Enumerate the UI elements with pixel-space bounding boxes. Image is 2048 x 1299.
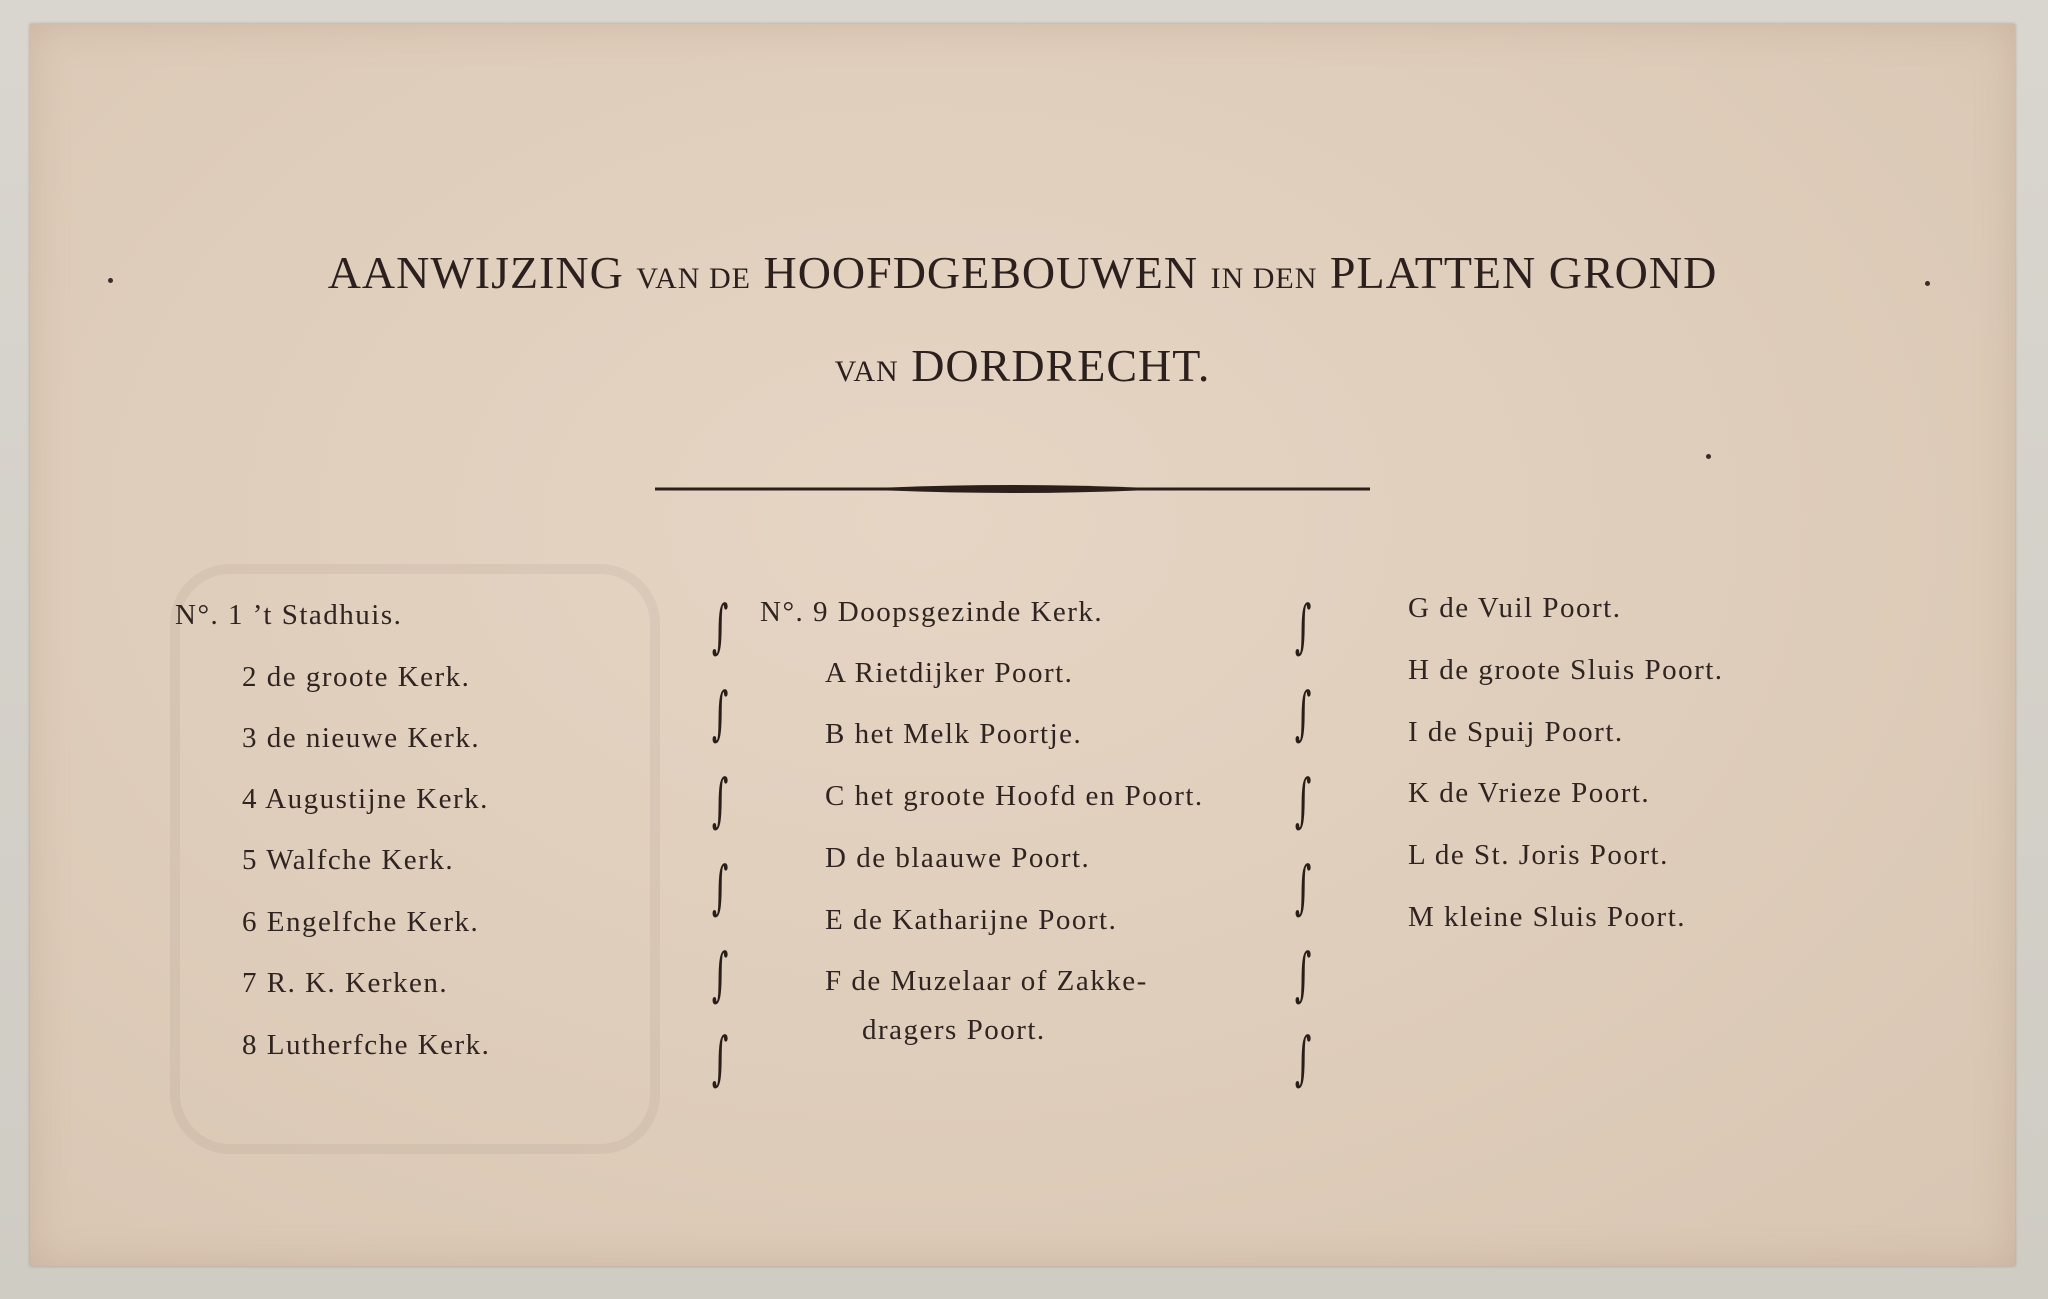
item-number: 9 bbox=[813, 596, 830, 628]
item-text: Doopsgezinde Kerk. bbox=[837, 596, 1104, 628]
brace-ornament: ∫ bbox=[711, 1024, 729, 1092]
item-number: H bbox=[1408, 654, 1431, 686]
number-prefix: N°. bbox=[175, 599, 220, 631]
list-item bbox=[825, 965, 1148, 998]
item-number: G bbox=[1408, 592, 1431, 624]
number-prefix: N°. bbox=[760, 596, 805, 628]
item-text: de St. Joris Poort. bbox=[1434, 839, 1669, 871]
item-number: 5 bbox=[242, 844, 258, 876]
brace-ornament: ∫ bbox=[711, 940, 729, 1008]
item-text: de nieuwe Kerk. bbox=[266, 722, 481, 754]
brace-ornament: ∫ bbox=[1294, 853, 1312, 921]
item-number: 3 bbox=[242, 722, 258, 754]
title-word-van-de: VAN DE bbox=[636, 262, 751, 295]
brace-ornament: ∫ bbox=[1294, 679, 1312, 747]
dot-right bbox=[1925, 281, 1930, 286]
list-item bbox=[175, 599, 402, 632]
title-line-2 bbox=[30, 339, 2015, 392]
item-text: dragers Poort. bbox=[862, 1014, 1046, 1046]
item-number: A bbox=[825, 657, 846, 689]
list-item bbox=[242, 722, 480, 755]
list-item bbox=[1408, 654, 1724, 687]
item-number: 6 bbox=[242, 906, 258, 938]
title-word-in-den: IN DEN bbox=[1210, 262, 1318, 295]
item-number: 1 bbox=[228, 599, 245, 631]
item-text: de groote Sluis Poort. bbox=[1439, 654, 1724, 686]
title-line-1 bbox=[30, 246, 2015, 299]
list-item-continuation bbox=[862, 1014, 1046, 1047]
brace-ornament: ∫ bbox=[1294, 1024, 1312, 1092]
item-text: de blaauwe Poort. bbox=[856, 842, 1091, 874]
list-item bbox=[1408, 901, 1686, 934]
list-item bbox=[825, 842, 1090, 875]
brace-ornament: ∫ bbox=[1294, 766, 1312, 834]
brace-ornament: ∫ bbox=[711, 853, 729, 921]
item-number: M bbox=[1408, 901, 1436, 933]
title-word-platten-grond: PLATTEN GROND bbox=[1329, 247, 1718, 298]
list-item bbox=[1408, 592, 1621, 625]
item-text: de Vrieze Poort. bbox=[1439, 777, 1651, 809]
item-text: het groote Hoofd en Poort. bbox=[854, 780, 1204, 812]
item-number: L bbox=[1408, 839, 1427, 871]
list-item bbox=[242, 661, 470, 694]
title-word-hoofdgebouwen: HOOFDGEBOUWEN bbox=[763, 247, 1199, 298]
list-item bbox=[825, 780, 1204, 813]
dot-middle-right bbox=[1706, 454, 1711, 459]
item-text: de Spuij Poort. bbox=[1427, 716, 1624, 748]
item-text: de groote Kerk. bbox=[266, 661, 471, 693]
item-text: ’t Stadhuis. bbox=[252, 599, 403, 631]
list-item bbox=[825, 718, 1082, 751]
item-text: de Muzelaar of Zakke- bbox=[851, 965, 1148, 997]
item-text: Engelfche Kerk. bbox=[266, 906, 480, 938]
list-item bbox=[242, 1029, 490, 1062]
title-word-van: VAN bbox=[834, 355, 899, 388]
item-number: F bbox=[825, 965, 843, 997]
brace-ornament: ∫ bbox=[711, 766, 729, 834]
brace-ornament: ∫ bbox=[1294, 592, 1312, 660]
title-word-aanwijzing: AANWIJZING bbox=[327, 247, 624, 298]
item-text: het Melk Poortje. bbox=[854, 718, 1083, 750]
brace-ornament: ∫ bbox=[711, 592, 729, 660]
list-item bbox=[242, 906, 479, 939]
item-text: de Katharijne Poort. bbox=[852, 904, 1118, 936]
item-text: Lutherfche Kerk. bbox=[266, 1029, 491, 1061]
item-text: Rietdijker Poort. bbox=[854, 657, 1074, 689]
list-item bbox=[825, 904, 1117, 937]
brace-ornament: ∫ bbox=[711, 679, 729, 747]
brace-ornament: ∫ bbox=[1294, 940, 1312, 1008]
list-item bbox=[242, 844, 454, 877]
item-number: K bbox=[1408, 777, 1431, 809]
item-text: Walfche Kerk. bbox=[266, 844, 455, 876]
item-number: 4 bbox=[242, 783, 258, 815]
title-word-dordrecht: DORDRECHT. bbox=[911, 340, 1211, 391]
dot-left bbox=[108, 278, 113, 283]
item-number: 7 bbox=[242, 967, 258, 999]
list-item bbox=[1408, 777, 1650, 810]
list-item bbox=[760, 596, 1103, 629]
item-number: E bbox=[825, 904, 845, 936]
item-text: de Vuil Poort. bbox=[1439, 592, 1622, 624]
item-text: kleine Sluis Poort. bbox=[1444, 901, 1687, 933]
list-item bbox=[825, 657, 1073, 690]
item-text: Augustijne Kerk. bbox=[265, 783, 489, 815]
item-number: C bbox=[825, 780, 846, 812]
list-item bbox=[242, 783, 489, 816]
item-number: 8 bbox=[242, 1029, 258, 1061]
list-item bbox=[1408, 716, 1624, 749]
item-number: D bbox=[825, 842, 848, 874]
item-text: R. K. Kerken. bbox=[266, 967, 449, 999]
item-number: 2 bbox=[242, 661, 258, 693]
item-number: I bbox=[1408, 716, 1420, 748]
printed-sheet bbox=[30, 24, 2015, 1266]
list-item bbox=[242, 967, 448, 1000]
decorative-rule bbox=[655, 482, 1370, 496]
item-number: B bbox=[825, 718, 846, 750]
list-item bbox=[1408, 839, 1669, 872]
